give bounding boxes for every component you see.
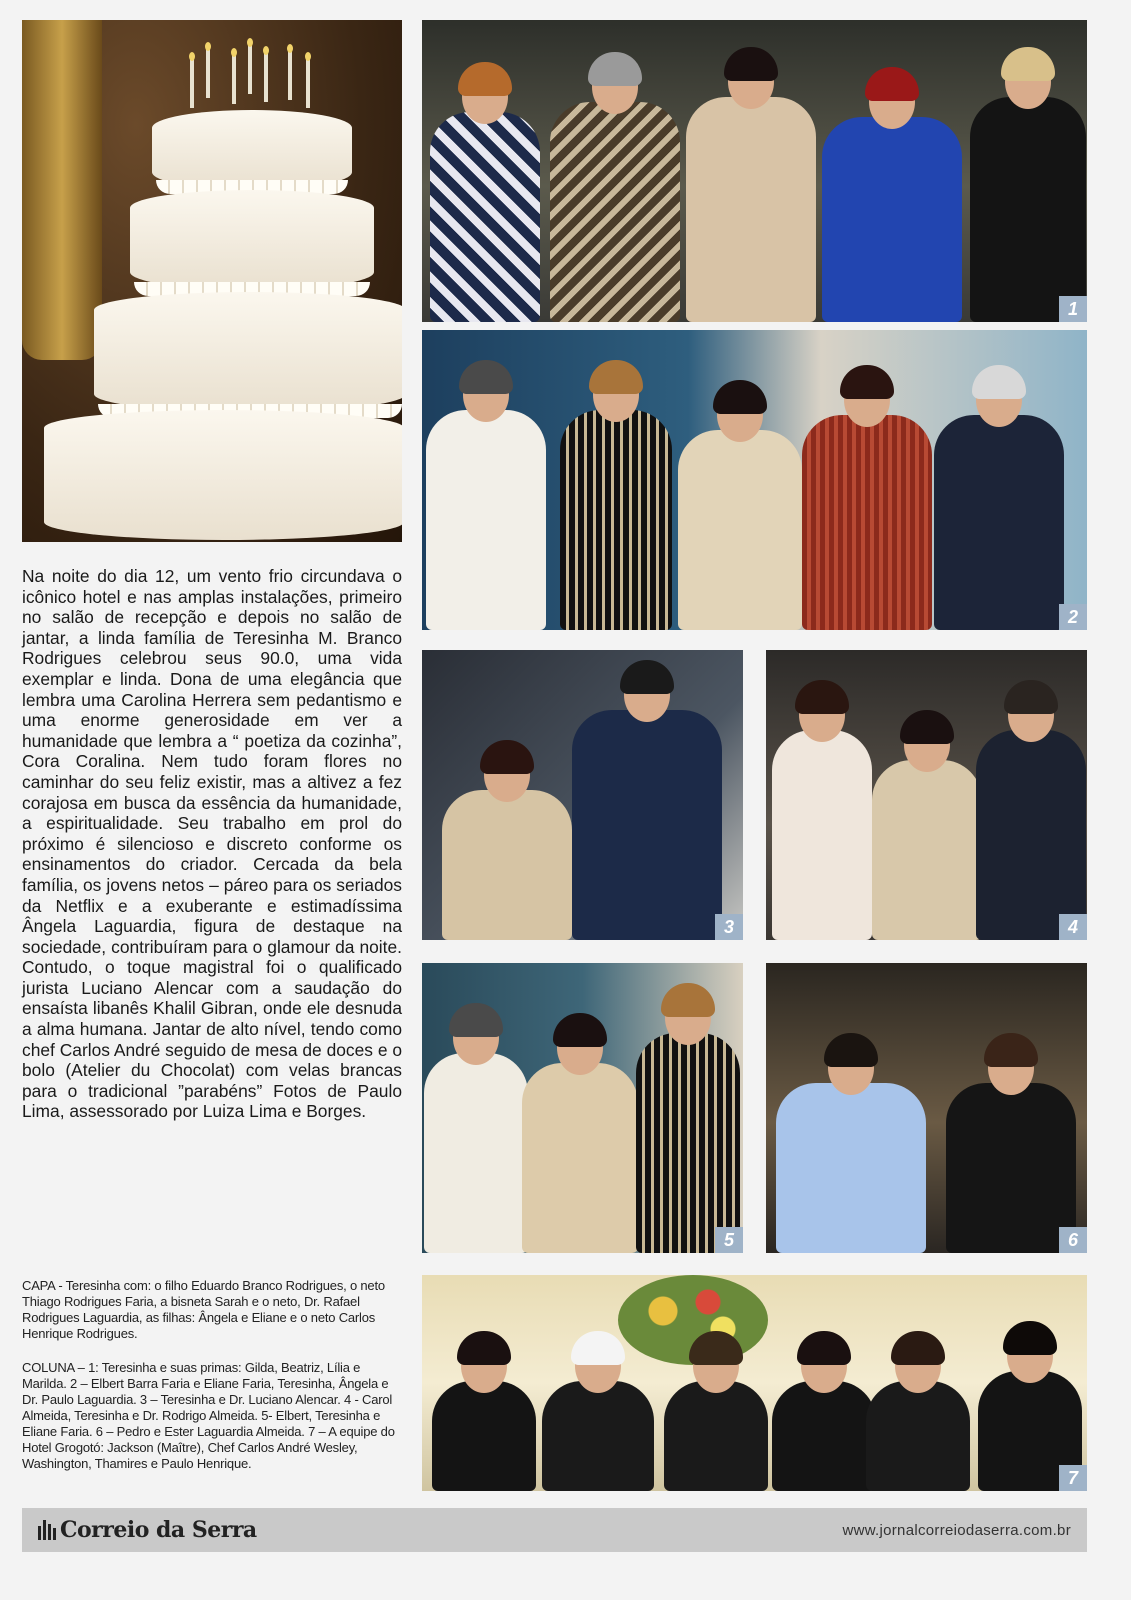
website-url[interactable]: www.jornalcorreiodaserra.com.br xyxy=(842,1521,1071,1539)
photo-number-badge: 2 xyxy=(1059,604,1087,630)
cover-caption: CAPA - Teresinha com: o filho Eduardo Branco Rodrigues, o neto Thiago Rodrigues Faria, a bisneta Sarah e o neto, Dr. Rafael Rodrigues Laguardia, as filhas: Ângela e Eliane e o neto Carlos Henrique Rodrigues. xyxy=(22,1278,385,1341)
photo-number-badge: 7 xyxy=(1059,1465,1087,1491)
logo-text: Correio da Serra xyxy=(60,1517,257,1543)
article-body: Na noite do dia 12, um vento frio circundava o icônico hotel e nas amplas instalações, primeiro no salão de recepção e depois no salão de jantar, a linda família de Teresinha M. Branco Rodrigues celebrou seus 90.0, uma vida exemplar e linda. Dona de uma elegância que lembra uma Carolina Herrera sem pedantismo e uma enorme generosidade em ver a humanidade que lembra a “ poetiza da cozinha”, Cora Coralina. Nem tudo foram flores no caminhar do seu feliz existir, mas a altivez a fez corajosa em busca da essência da humanidade, a espiritualidade. Seu trabalho em prol do próximo é silencioso e discreto conforme os ensinamentos do criador. Cercada da bela família, os jovens netos – páreo para os seriados da Netflix e a exuberante e estimadíssima Ângela Laguardia, figura de destaque na sociedade, contribuíram para o glamour da noite. Contudo, o toque magistral foi o qualificado jurista Luciano Alencar com a saudação do ensaísta libanês Khalil Gibran, onde ele desnuda a alma humana. Jantar de alto nível, tendo como chef Carlos André seguido de mesa de doces e o bolo (Atelier du Chocolat) com velas brancas para o tradicional ”parabéns” Fotos de Paulo Lima, assessorado por Luiza Lima e Borges. xyxy=(22,566,402,1122)
photo-5-elbert-teresinha-eliane xyxy=(422,963,743,1253)
cake-photo xyxy=(22,20,402,542)
photo-number-badge: 1 xyxy=(1059,296,1087,322)
building-columns-icon xyxy=(38,1520,56,1540)
column-caption: COLUNA – 1: Teresinha e suas primas: Gilda, Beatriz, Lília e Marilda. 2 – Elbert Barra Faria e Eliane Faria, Teresinha, Ângela e Dr. Paulo Laguardia. 3 – Teresinha e Dr. Luciano Alencar. 4 - Carol Almeida, Teresinha e Dr. Rodrigo Almeida. 5- Elbert, Teresinha e Eliane Faria. 6 – Pedro e Ester Laguardia Almeida. 7 – A equipe do Hotel Grogotó: Jackson (Maître), Chef Carlos André Wesley, Washington, Thamires e Paulo Henrique. xyxy=(22,1360,395,1471)
newspaper-logo xyxy=(38,1517,257,1543)
footer-bar xyxy=(22,1508,1087,1552)
photo-4-carol-teresinha-rodrigo xyxy=(766,650,1087,940)
photo-number-badge: 6 xyxy=(1059,1227,1087,1253)
cake-illustration xyxy=(22,20,402,542)
photo-number-badge: 3 xyxy=(715,914,743,940)
photo-7-hotel-staff xyxy=(422,1275,1087,1491)
photo-6-pedro-ester xyxy=(766,963,1087,1253)
photo-1-cousins xyxy=(422,20,1087,322)
photo-2-family xyxy=(422,330,1087,630)
photo-number-badge: 4 xyxy=(1059,914,1087,940)
photo-3-teresinha-luciano xyxy=(422,650,743,940)
photo-number-badge: 5 xyxy=(715,1227,743,1253)
